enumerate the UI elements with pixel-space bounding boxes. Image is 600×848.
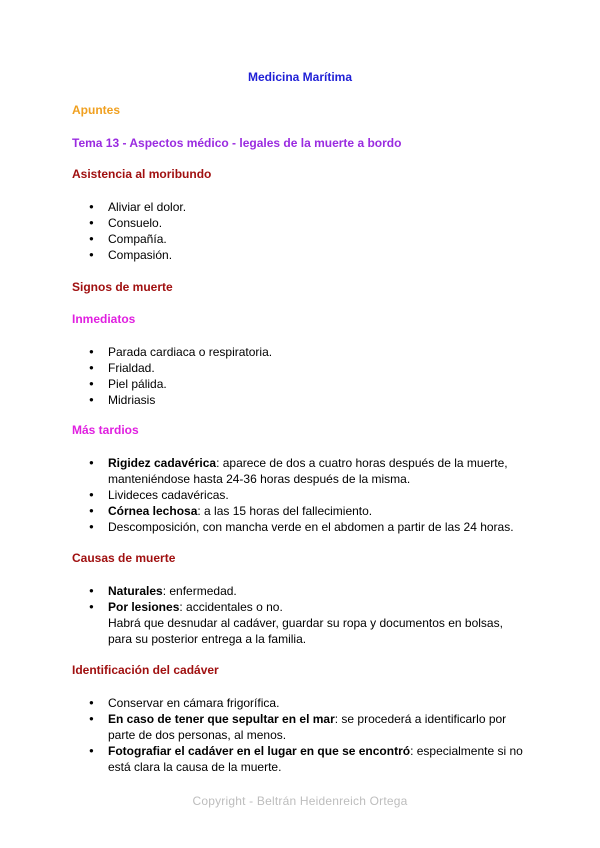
list-item: ● Piel pálida. xyxy=(84,376,524,392)
item-bold-term: Fotografiar el cadáver en el lugar en que se encontró xyxy=(108,744,411,758)
asistencia-heading: Asistencia al moribundo xyxy=(72,167,212,181)
item-bold-term: Naturales xyxy=(108,584,163,598)
causas-note: Habrá que desnudar al cadáver, guardar su ropa y documentos en bolsas, para su posterior entrega a la familia. xyxy=(108,616,503,646)
list-item: ● Midriasis xyxy=(84,392,524,408)
item-text: Conservar en cámara frigorífica. xyxy=(108,696,280,710)
asistencia-list xyxy=(84,199,524,263)
identificacion-heading: Identificación del cadáver xyxy=(72,663,219,677)
causas-heading: Causas de muerte xyxy=(72,551,176,565)
list-item: ● Compasión. xyxy=(84,247,524,263)
item-bold-term: Córnea lechosa xyxy=(108,504,198,518)
item-bold-term: Rigidez cadavérica xyxy=(108,456,217,470)
list-item xyxy=(84,503,524,519)
list-item xyxy=(84,599,524,647)
tardios-heading: Más tardios xyxy=(72,423,139,437)
list-item: ● Parada cardiaca o respiratoria. xyxy=(84,344,524,360)
causas-list xyxy=(84,583,524,647)
list-item: ● Compañía. xyxy=(84,231,524,247)
list-item: ● Consuelo. xyxy=(84,215,524,231)
item-text: : accidentales o no. xyxy=(179,600,283,614)
inmediatos-list xyxy=(84,344,524,408)
item-text: : especialmente si no está clara la causa de la muerte. xyxy=(108,744,523,774)
tema-heading: Tema 13 - Aspectos médico - legales de la muerte a bordo xyxy=(72,136,402,150)
list-item xyxy=(84,583,524,599)
list-item xyxy=(84,711,524,743)
item-bold-term: Por lesiones xyxy=(108,600,180,614)
item-text: : aparece de dos a cuatro horas después de la muerte, manteniéndose hasta 24-36 horas después de la misma. xyxy=(108,456,508,486)
list-item xyxy=(84,695,524,711)
item-text: Livideces cadavéricas. xyxy=(108,488,229,502)
item-text: : a las 15 horas del fallecimiento. xyxy=(197,504,373,518)
list-item: ● Aliviar el dolor. xyxy=(84,199,524,215)
list-item xyxy=(84,519,524,535)
apuntes-heading: Apuntes xyxy=(72,103,120,117)
item-text: Descomposición, con mancha verde en el abdomen a partir de las 24 horas. xyxy=(108,520,514,534)
list-item xyxy=(84,487,524,503)
item-bold-term: En caso de tener que sepultar en el mar xyxy=(108,712,335,726)
list-item: ● Frialdad. xyxy=(84,360,524,376)
list-item xyxy=(84,455,524,487)
signos-heading: Signos de muerte xyxy=(72,280,173,294)
inmediatos-heading: Inmediatos xyxy=(72,312,136,326)
tardios-list xyxy=(84,455,524,535)
list-item xyxy=(84,743,524,775)
identificacion-list xyxy=(84,695,524,775)
document-title: Medicina Marítima xyxy=(247,70,353,84)
item-text: : enfermedad. xyxy=(162,584,237,598)
copyright-footer: Copyright - Beltrán Heidenreich Ortega xyxy=(192,794,408,808)
item-text: : se procederá a identificarlo por parte de dos personas, al menos. xyxy=(108,712,507,742)
